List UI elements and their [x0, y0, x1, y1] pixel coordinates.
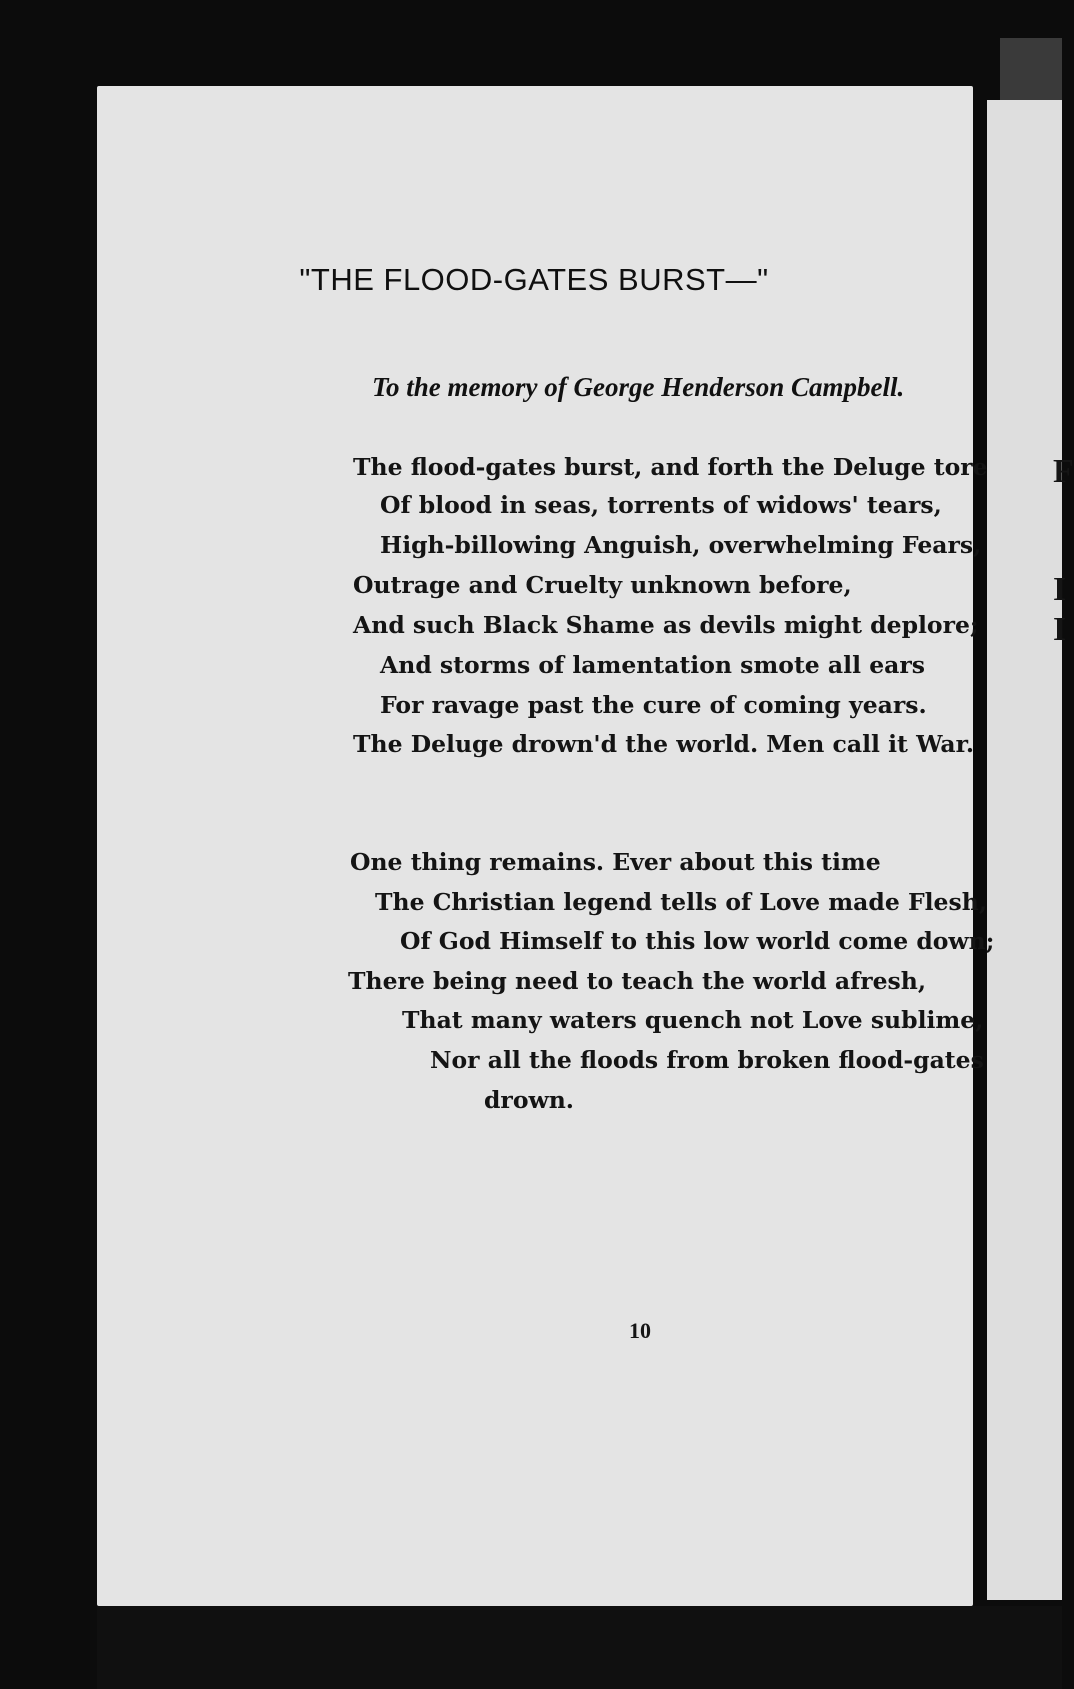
poem-line: And such Black Shame as devils might deplore; [353, 611, 979, 639]
poem-line: And storms of lamentation smote all ears [380, 651, 925, 679]
poem-title: "THE FLOOD-GATES BURST—" [299, 262, 769, 297]
poem-dedication: To the memory of George Henderson Campbell. [372, 372, 905, 402]
poem-line: The Deluge drown'd the world. Men call it War. [353, 730, 975, 758]
facing-page-glyph: I [1053, 611, 1067, 648]
book-page [97, 86, 973, 1606]
facing-page-glyph: I [1053, 571, 1067, 608]
poem-line: The flood-gates burst, and forth the Deluge tore [353, 453, 988, 481]
poem-line: There being need to teach the world afresh, [348, 967, 927, 995]
page-number: 10 [629, 1318, 651, 1343]
poem-line: Outrage and Cruelty unknown before, [353, 571, 852, 599]
scan-border [97, 1606, 1062, 1689]
poem-line: Nor all the floods from broken flood-gates [430, 1046, 984, 1074]
poem-line: For ravage past the cure of coming years. [380, 691, 927, 719]
page-gutter [973, 100, 987, 1600]
facing-page [987, 100, 1062, 1600]
poem-line: Of God Himself to this low world come down; [400, 927, 995, 955]
poem-line: Of blood in seas, torrents of widows' tears, [380, 491, 942, 519]
poem-line: One thing remains. Ever about this time [350, 848, 881, 876]
poem-line: The Christian legend tells of Love made Flesh, [375, 888, 988, 916]
poem-line: That many waters quench not Love sublime, [402, 1006, 984, 1034]
poem-line: High-billowing Anguish, overwhelming Fears, [380, 531, 982, 559]
facing-page-glyph: F [1053, 453, 1074, 490]
poem-line: drown. [484, 1086, 574, 1114]
